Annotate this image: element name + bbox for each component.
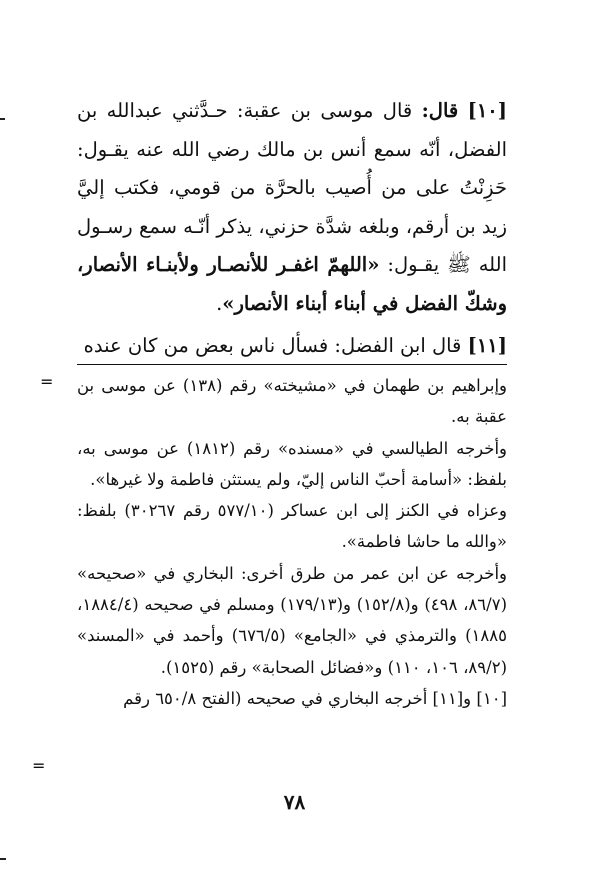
page-number: ٧٨ bbox=[283, 790, 306, 814]
paragraph-11 bbox=[77, 327, 507, 366]
narration-text: قال موسى بن عقبة: حـدَّثني عبدالله بن الفضل، أنّه سمع أنس بن مالك رضي الله عنه يقـول: حَزِنْتُ على من أُصيب بالحرَّة من قومي، فكتب إليَّ زيد بن أرقم، وبلغه شدَّة حزني، يذكر أنّـه سمع رسـول الله ﷺ يقـول: bbox=[77, 99, 507, 276]
speaker-label: قال: bbox=[421, 99, 459, 122]
paragraph-number: [١٠] bbox=[467, 99, 507, 122]
paragraph-10 bbox=[77, 92, 507, 323]
continuation-mark: = bbox=[32, 756, 46, 775]
margin-tick bbox=[0, 858, 6, 860]
footnote-divider bbox=[77, 364, 507, 365]
footnote-line: وإبراهيم بن طهمان في «مشيخته» رقم (١٣٨) عن موسى بن عقبة به. bbox=[77, 376, 508, 427]
continuation-mark: = bbox=[40, 372, 54, 391]
footnotes bbox=[77, 370, 507, 714]
hadith-quote: «اللهمّ اغفـر للأنصـار ولأبنـاء الأنصار، وشكّ الفضل في أبناء أبناء الأنصار» bbox=[77, 253, 507, 315]
paragraph-number: [١١] bbox=[467, 334, 507, 357]
main-text bbox=[77, 92, 507, 366]
sentence-end: . bbox=[216, 291, 223, 315]
footnote-line: [١٠] و[١١] أخرجه البخاري في صحيحه (الفتح ٦٥٠/٨ رقم bbox=[123, 688, 507, 708]
footnote-line: وأخرجه الطيالسي في «مسنده» رقم (١٨١٢) عن موسى به، بلفظ: «أسامة أحبّ الناس إليّ، ولم يستثن فاطمة ولا غيرها». bbox=[77, 438, 507, 489]
margin-tick bbox=[0, 118, 5, 120]
narration-text: قال ابن الفضل: فسأل ناس بعض من كان عنده bbox=[83, 334, 468, 357]
footnote-line: وعزاه في الكنز إلى ابن عساكر (٥٧٧/١٠ رقم ٣٠٢٦٧) بلفظ: «والله ما حاشا فاطمة». bbox=[77, 501, 508, 552]
footnote-line: وأخرجه عن ابن عمر من طرق أخرى: البخاري في «صحيحه» (٨٦/٧، ٤٩٨) و(١٥٢/٨) و(١٧٩/١٣) ومسلم في صحيحه (١٨٨٤/٤، ١٨٨٥) والترمذي في «الجامع» (٦٧٦/٥) وأحمد في «المسند» (٨٩/٢، ١٠٦، ١١٠) و«فضائل الصحابة» رقم (١٥٢٥). bbox=[77, 563, 508, 677]
